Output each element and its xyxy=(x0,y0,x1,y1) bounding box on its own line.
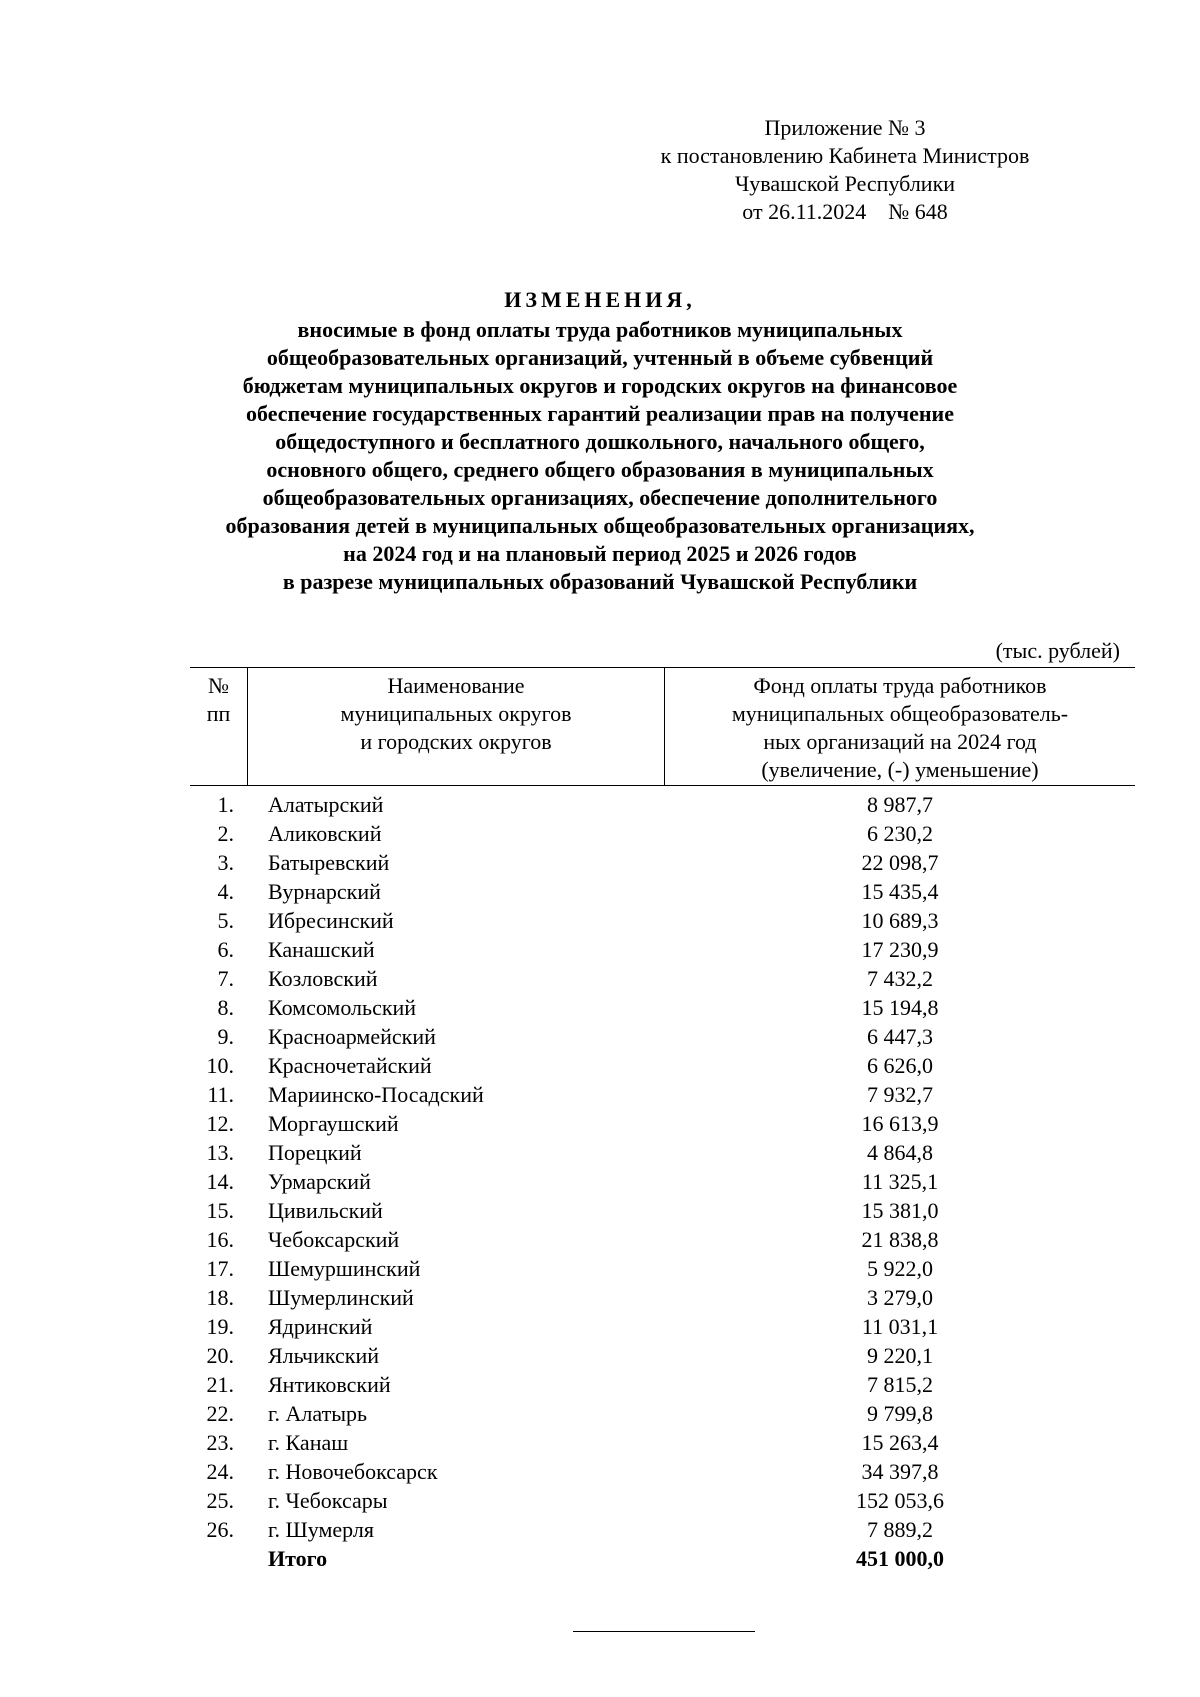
title-line: вносимые в фонд оплаты труда работников муниципальных xyxy=(297,317,903,342)
row-fund-value: 7 815,2 xyxy=(867,1372,933,1397)
row-number: 20. xyxy=(206,1343,234,1368)
row-municipality-name: г. Новочебоксарск xyxy=(268,1459,438,1484)
title-line: образования детей в муниципальных общеобразовательных организациях, xyxy=(225,513,975,538)
row-municipality-name: Мариинско-Посадский xyxy=(268,1082,484,1107)
row-fund-value: 6 230,2 xyxy=(867,821,933,846)
row-number: 13. xyxy=(206,1140,234,1165)
table-row xyxy=(190,935,1135,964)
table-row xyxy=(190,1109,1135,1138)
table-row xyxy=(190,964,1135,993)
row-fund-value: 15 435,4 xyxy=(861,879,939,904)
row-municipality-name: Яльчикский xyxy=(268,1343,379,1368)
row-municipality-name: г. Шумерля xyxy=(268,1517,374,1542)
table-row xyxy=(190,906,1135,935)
title-line: в разрезе муниципальных образований Чувашской Республики xyxy=(282,569,918,594)
row-fund-value: 11 325,1 xyxy=(861,1169,939,1194)
row-municipality-name: Моргаушский xyxy=(268,1111,399,1136)
table-row xyxy=(190,1225,1135,1254)
row-fund-value: 6 447,3 xyxy=(867,1024,933,1049)
document-title xyxy=(100,286,1100,596)
row-municipality-name: Шемуршинский xyxy=(268,1256,421,1281)
table-row xyxy=(190,1457,1135,1486)
table-row xyxy=(190,1486,1135,1515)
title-heading: ИЗМЕНЕНИЯ, xyxy=(504,287,696,312)
header-text: муниципальных округов xyxy=(340,701,572,726)
row-number: 4. xyxy=(217,879,234,904)
table-row xyxy=(190,1399,1135,1428)
row-fund-value: 152 053,6 xyxy=(856,1488,944,1513)
header-text: (увеличение, (-) уменьшение) xyxy=(761,757,1039,782)
header-text: пп xyxy=(206,701,231,726)
row-number: 22. xyxy=(206,1401,234,1426)
total-row xyxy=(190,1544,1135,1573)
row-municipality-name: Ибресинский xyxy=(268,908,394,933)
row-fund-value: 16 613,9 xyxy=(861,1111,939,1136)
title-line: общедоступного и бесплатного дошкольного, начального общего, xyxy=(275,429,925,454)
row-municipality-name: Красночетайский xyxy=(268,1053,432,1078)
row-number: 18. xyxy=(206,1285,234,1310)
header-number-column xyxy=(190,668,247,785)
row-number: 8. xyxy=(217,995,234,1020)
table-row xyxy=(190,1167,1135,1196)
title-line: на 2024 год и на плановый период 2025 и 2026 годов xyxy=(343,541,857,566)
table-row xyxy=(190,993,1135,1022)
row-municipality-name: Порецкий xyxy=(268,1140,362,1165)
table-body xyxy=(190,790,1135,1573)
table-header xyxy=(190,667,1135,786)
row-fund-value: 7 889,2 xyxy=(867,1517,933,1542)
table-row xyxy=(190,790,1135,819)
table-row xyxy=(190,1196,1135,1225)
header-text: № xyxy=(208,673,229,698)
appendix-republic: Чувашской Республики xyxy=(734,171,956,196)
row-fund-value: 22 098,7 xyxy=(861,850,939,875)
table-row xyxy=(190,1515,1135,1544)
table-row xyxy=(190,848,1135,877)
row-municipality-name: г. Канаш xyxy=(268,1430,349,1455)
row-number: 11. xyxy=(207,1082,234,1107)
header-text: ных организаций на 2024 год xyxy=(763,729,1037,754)
row-municipality-name: Козловский xyxy=(268,966,378,991)
appendix-resolution: к постановлению Кабинета Министров xyxy=(660,143,1030,168)
row-fund-value: 17 230,9 xyxy=(861,937,939,962)
row-municipality-name: Красноармейский xyxy=(268,1024,436,1049)
table-row xyxy=(190,1428,1135,1457)
title-line: основного общего, среднего общего образования в муниципальных xyxy=(266,457,934,482)
row-number: 25. xyxy=(206,1488,234,1513)
row-municipality-name: Ядринский xyxy=(268,1314,373,1339)
row-municipality-name: Батыревский xyxy=(268,850,390,875)
row-municipality-name: Вурнарский xyxy=(268,879,381,904)
table-row xyxy=(190,877,1135,906)
row-number: 3. xyxy=(217,850,234,875)
row-fund-value: 4 864,8 xyxy=(867,1140,933,1165)
total-value: 451 000,0 xyxy=(856,1546,944,1571)
row-fund-value: 3 279,0 xyxy=(867,1285,933,1310)
row-fund-value: 6 626,0 xyxy=(867,1053,933,1078)
row-fund-value: 10 689,3 xyxy=(861,908,939,933)
row-municipality-name: Цивильский xyxy=(268,1198,383,1223)
row-fund-value: 9 220,1 xyxy=(867,1343,933,1368)
table-row xyxy=(190,1022,1135,1051)
row-municipality-name: г. Чебоксары xyxy=(268,1488,388,1513)
header-text: Фонд оплаты труда работников xyxy=(753,673,1047,698)
row-number: 17. xyxy=(206,1256,234,1281)
row-fund-value: 21 838,8 xyxy=(861,1227,939,1252)
title-line: общеобразовательных организаций, учтенный в объеме субвенций xyxy=(266,345,934,370)
header-name-column xyxy=(247,668,665,785)
row-number: 24. xyxy=(206,1459,234,1484)
header-text: муниципальных общеобразователь- xyxy=(731,701,1069,726)
row-municipality-name: Чебоксарский xyxy=(268,1227,400,1252)
row-municipality-name: Янтиковский xyxy=(268,1372,391,1397)
end-divider xyxy=(573,1631,755,1632)
row-number: 14. xyxy=(206,1169,234,1194)
units-label: (тыс. рублей) xyxy=(995,638,1120,663)
row-number: 21. xyxy=(206,1372,234,1397)
table-row xyxy=(190,819,1135,848)
row-municipality-name: Урмарский xyxy=(268,1169,371,1194)
table-row xyxy=(190,1080,1135,1109)
row-number: 12. xyxy=(206,1111,234,1136)
row-number: 15. xyxy=(206,1198,234,1223)
title-line: общеобразовательных организациях, обеспечение дополнительного xyxy=(262,485,938,510)
table-row xyxy=(190,1370,1135,1399)
row-municipality-name: г. Алатырь xyxy=(268,1401,368,1426)
row-number: 26. xyxy=(206,1517,234,1542)
row-number: 23. xyxy=(206,1430,234,1455)
row-municipality-name: Шумерлинский xyxy=(268,1285,414,1310)
row-fund-value: 8 987,7 xyxy=(867,792,933,817)
row-fund-value: 7 432,2 xyxy=(867,966,933,991)
total-label: Итого xyxy=(268,1546,328,1571)
row-number: 9. xyxy=(217,1024,234,1049)
appendix-block xyxy=(620,114,1070,226)
row-fund-value: 7 932,7 xyxy=(867,1082,933,1107)
row-municipality-name: Алатырский xyxy=(268,792,384,817)
table-row xyxy=(190,1051,1135,1080)
row-number: 2. xyxy=(217,821,234,846)
row-fund-value: 15 381,0 xyxy=(861,1198,939,1223)
table-row xyxy=(190,1341,1135,1370)
table-row xyxy=(190,1283,1135,1312)
row-number: 10. xyxy=(206,1053,234,1078)
row-municipality-name: Аликовский xyxy=(268,821,382,846)
table-row xyxy=(190,1138,1135,1167)
table-row xyxy=(190,1254,1135,1283)
row-municipality-name: Канашский xyxy=(268,937,375,962)
header-fund-column xyxy=(665,668,1135,785)
row-number: 7. xyxy=(217,966,234,991)
row-fund-value: 34 397,8 xyxy=(861,1459,939,1484)
header-text: и городских округов xyxy=(360,729,552,754)
row-number: 5. xyxy=(217,908,234,933)
appendix-number: Приложение № 3 xyxy=(764,115,926,140)
header-text: Наименование xyxy=(387,673,525,698)
row-fund-value: 9 799,8 xyxy=(867,1401,933,1426)
row-municipality-name: Комсомольский xyxy=(268,995,417,1020)
row-fund-value: 15 194,8 xyxy=(861,995,939,1020)
row-fund-value: 11 031,1 xyxy=(861,1314,939,1339)
title-line: бюджетам муниципальных округов и городских округов на финансовое xyxy=(242,373,958,398)
row-number: 19. xyxy=(206,1314,234,1339)
row-number: 16. xyxy=(206,1227,234,1252)
appendix-date: от 26.11.2024 № 648 xyxy=(742,199,948,224)
row-number: 1. xyxy=(217,792,234,817)
row-fund-value: 15 263,4 xyxy=(861,1430,939,1455)
title-line: обеспечение государственных гарантий реализации прав на получение xyxy=(246,401,954,426)
row-number: 6. xyxy=(217,937,234,962)
row-fund-value: 5 922,0 xyxy=(867,1256,933,1281)
table-row xyxy=(190,1312,1135,1341)
